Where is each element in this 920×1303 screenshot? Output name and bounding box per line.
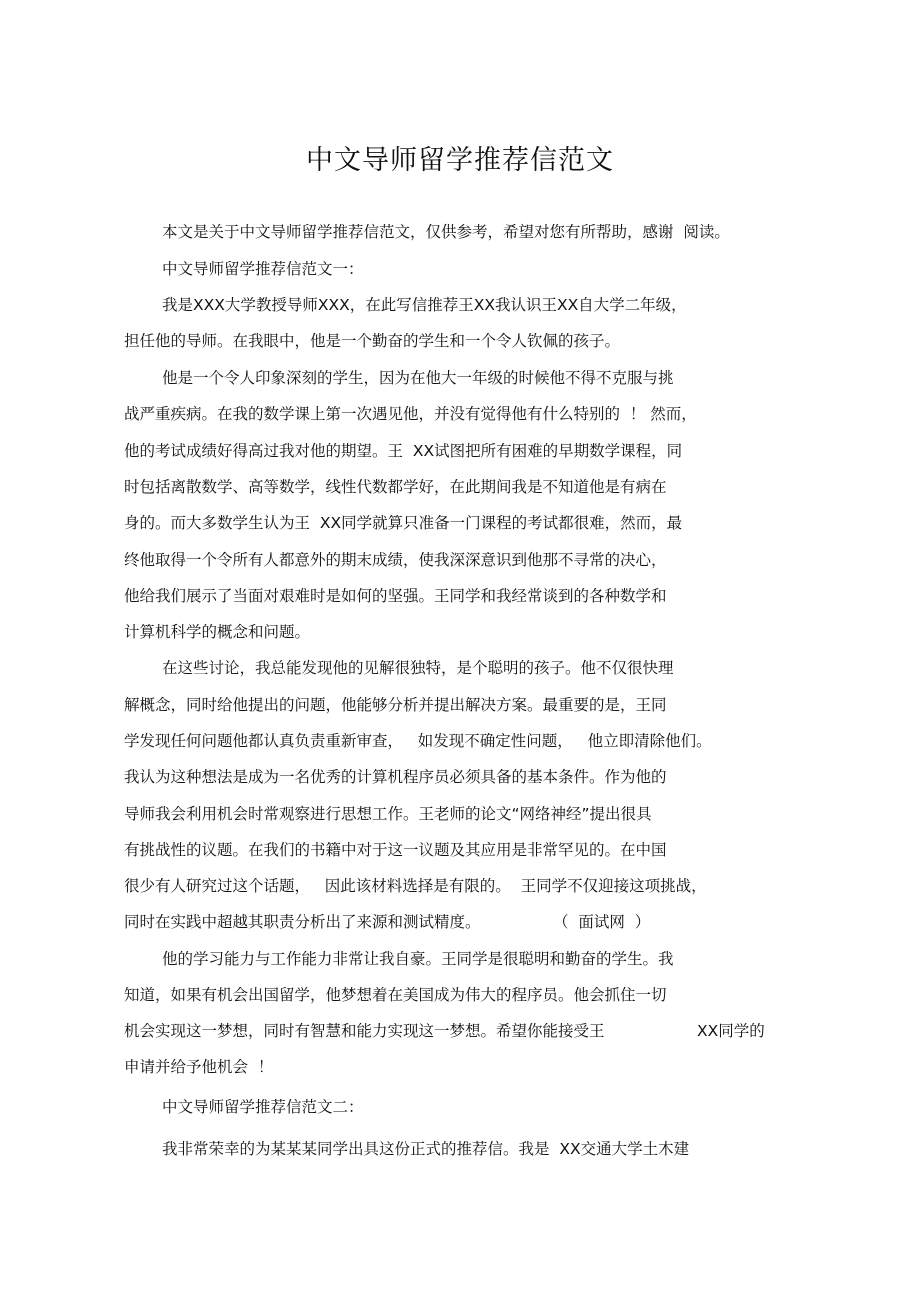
section-heading-one: 中文导师留学推荐信范文一： bbox=[162, 260, 364, 278]
paragraph-line: 他的考试成绩好得高过我对他的期望。王 XX试图把所有困难的早期数学课程，同 bbox=[124, 442, 683, 460]
paragraph-line: 我是XXX大学教授导师XXX，在此写信推荐王XX我认识王XX自大学二年级， bbox=[162, 296, 687, 314]
paragraph-line: 他是一个令人印象深刻的学生，因为在他大一年级的时候他不得不克服与挑 bbox=[162, 369, 674, 387]
paragraph-line: 知道，如果有机会出国留学，他梦想着在美国成为伟大的程序员。他会抓住一切 bbox=[124, 986, 667, 1004]
paragraph-line: 学发现任何问题他都认真负责重新审查， 如发现不确定性问题， 他立即清除他们。 bbox=[124, 732, 712, 750]
paragraph-line: 同时在实践中超越其职责分析出了来源和测试精度。 bbox=[124, 913, 481, 931]
paragraph-line: 时包括离散数学、高等数学，线性代数都学好，在此期间我是不知道他是有病在 bbox=[124, 478, 667, 496]
paragraph-line-end: XX同学的 bbox=[697, 1022, 765, 1040]
paragraph-line: 在这些讨论，我总能发现他的见解很独特，是个聪明的孩子。他不仅很快理 bbox=[162, 659, 674, 677]
document-title: 中文导师留学推荐信范文 bbox=[306, 145, 614, 176]
section-heading-two: 中文导师留学推荐信范文二： bbox=[162, 1098, 364, 1116]
paragraph-line: 解概念，同时给他提出的问题，他能够分析并提出解决方案。最重要的是，王同 bbox=[124, 696, 667, 714]
paragraph-line: 身的。而大多数学生认为王 XX同学就算只准备一门课程的考试都很难，然而，最 bbox=[124, 514, 683, 532]
paragraph-line: 机会实现这一梦想，同时有智慧和能力实现这一梦想。希望你能接受王 bbox=[124, 1022, 605, 1040]
paragraph-line: 申请并给予他机会 ！ bbox=[124, 1058, 274, 1076]
intro-line: 本文是关于中文导师留学推荐信范文，仅供参考，希望对您有所帮助，感谢 阅读。 bbox=[162, 223, 730, 241]
source-note: （ 面试网 ） bbox=[553, 913, 651, 931]
paragraph-line: 有挑战性的议题。在我们的书籍中对于这一议题及其应用是非常罕见的。在中国 bbox=[124, 841, 667, 859]
paragraph-line: 很少有人研究过这个话题， 因此该材料选择是有限的。 王同学不仅迎接这项挑战， bbox=[124, 877, 707, 895]
paragraph-line: 担任他的导师。在我眼中，他是一个勤奋的学生和一个令人钦佩的孩子。 bbox=[124, 332, 621, 350]
paragraph-line: 他的学习能力与工作能力非常让我自豪。王同学是很聪明和勤奋的学生。我 bbox=[162, 950, 674, 968]
paragraph-line: 战严重疾病。在我的数学课上第一次遇见他，并没有觉得他有什么特别的 ！ 然而， bbox=[124, 405, 697, 423]
paragraph-line: 我认为这种想法是成为一名优秀的计算机程序员必须具备的基本条件。作为他的 bbox=[124, 768, 667, 786]
paragraph-line: 他给我们展示了当面对艰难时是如何的坚强。王同学和我经常谈到的各种数学和 bbox=[124, 587, 667, 605]
paragraph-line: 我非常荣幸的为某某某同学出具这份正式的推荐信。我是 XX交通大学土木建 bbox=[162, 1140, 690, 1158]
paragraph-line: 终他取得一个令所有人都意外的期末成绩，使我深深意识到他那不寻常的决心， bbox=[124, 551, 667, 569]
paragraph-line: 导师我会利用机会时常观察进行思想工作。王老师的论文“网络神经”提出很具 bbox=[124, 805, 652, 823]
paragraph-line: 计算机科学的概念和问题。 bbox=[124, 623, 311, 641]
